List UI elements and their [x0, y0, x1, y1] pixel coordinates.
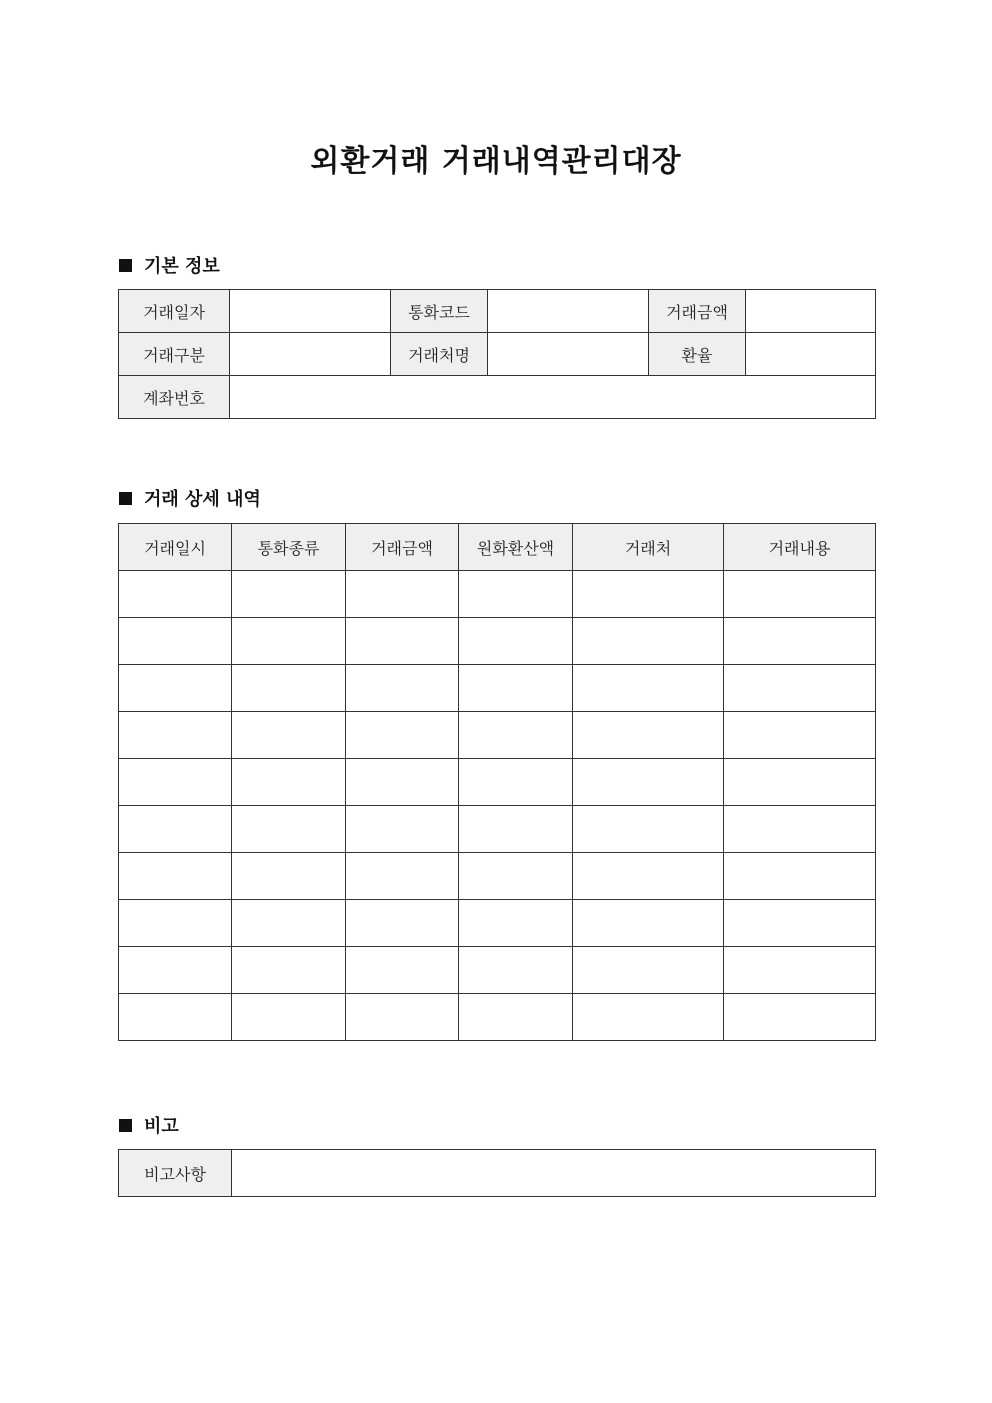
- table-row: [119, 759, 876, 806]
- notes-heading-text: 비고: [144, 1116, 179, 1137]
- table-cell[interactable]: [232, 806, 346, 853]
- table-cell[interactable]: [573, 853, 724, 900]
- table-cell[interactable]: [724, 759, 876, 806]
- table-cell[interactable]: [119, 853, 232, 900]
- table-cell[interactable]: [119, 947, 232, 994]
- table-cell[interactable]: [119, 900, 232, 947]
- table-cell[interactable]: [573, 712, 724, 759]
- table-cell[interactable]: [724, 806, 876, 853]
- square-bullet-icon: [119, 1119, 132, 1132]
- trade-amount-label: 거래금액: [649, 290, 746, 333]
- table-cell[interactable]: [724, 618, 876, 665]
- table-cell[interactable]: [346, 618, 459, 665]
- table-cell[interactable]: [724, 947, 876, 994]
- document-title: 외환거래 거래내역관리대장: [310, 144, 682, 179]
- table-cell[interactable]: [119, 759, 232, 806]
- table-cell[interactable]: [119, 994, 232, 1041]
- column-header-currency-type: 통화종류: [232, 524, 346, 571]
- table-cell[interactable]: [724, 900, 876, 947]
- table-row: [119, 571, 876, 618]
- currency-code-label: 통화코드: [391, 290, 488, 333]
- trade-amount-field[interactable]: [746, 290, 876, 333]
- details-table: [118, 523, 876, 1041]
- table-cell[interactable]: [459, 712, 573, 759]
- trade-type-label: 거래구분: [119, 333, 230, 376]
- table-cell[interactable]: [459, 665, 573, 712]
- table-row: [119, 618, 876, 665]
- table-cell[interactable]: [232, 900, 346, 947]
- table-cell[interactable]: [346, 759, 459, 806]
- table-cell[interactable]: [573, 759, 724, 806]
- basic-info-heading-text: 기본 정보: [144, 256, 220, 277]
- table-row: [119, 665, 876, 712]
- table-cell[interactable]: [119, 806, 232, 853]
- column-header-counterparty: 거래처: [573, 524, 724, 571]
- table-cell[interactable]: [724, 571, 876, 618]
- table-cell[interactable]: [573, 665, 724, 712]
- remarks-field[interactable]: [232, 1150, 876, 1197]
- table-cell[interactable]: [346, 665, 459, 712]
- basic-info-table: [118, 289, 876, 419]
- table-row: [119, 712, 876, 759]
- details-header-row: [119, 524, 876, 571]
- counterparty-name-label: 거래처명: [391, 333, 488, 376]
- table-cell[interactable]: [346, 994, 459, 1041]
- table-cell[interactable]: [573, 947, 724, 994]
- table-row: [119, 853, 876, 900]
- table-cell[interactable]: [724, 712, 876, 759]
- table-cell[interactable]: [232, 994, 346, 1041]
- table-cell[interactable]: [573, 571, 724, 618]
- table-cell[interactable]: [346, 900, 459, 947]
- remarks-label: 비고사항: [119, 1150, 232, 1197]
- table-cell[interactable]: [459, 806, 573, 853]
- details-heading: [119, 486, 261, 510]
- basic-info-row-1: [119, 290, 876, 333]
- column-header-description: 거래내용: [724, 524, 876, 571]
- notes-heading: [119, 1113, 179, 1137]
- table-cell[interactable]: [119, 618, 232, 665]
- trade-date-field[interactable]: [230, 290, 391, 333]
- table-cell[interactable]: [459, 947, 573, 994]
- table-cell[interactable]: [232, 947, 346, 994]
- basic-info-row-3: [119, 376, 876, 419]
- table-cell[interactable]: [346, 947, 459, 994]
- table-cell[interactable]: [573, 994, 724, 1041]
- account-number-label: 계좌번호: [119, 376, 230, 419]
- table-cell[interactable]: [459, 571, 573, 618]
- table-row: [119, 994, 876, 1041]
- table-cell[interactable]: [232, 618, 346, 665]
- table-cell[interactable]: [573, 618, 724, 665]
- column-header-trade-amount: 거래금액: [346, 524, 459, 571]
- table-cell[interactable]: [459, 900, 573, 947]
- table-cell[interactable]: [346, 571, 459, 618]
- table-cell[interactable]: [459, 994, 573, 1041]
- table-cell[interactable]: [232, 665, 346, 712]
- table-cell[interactable]: [459, 618, 573, 665]
- counterparty-name-field[interactable]: [488, 333, 649, 376]
- table-cell[interactable]: [232, 712, 346, 759]
- table-cell[interactable]: [232, 571, 346, 618]
- table-row: [119, 900, 876, 947]
- table-cell[interactable]: [346, 806, 459, 853]
- table-row: [119, 806, 876, 853]
- notes-row: [119, 1150, 876, 1197]
- table-cell[interactable]: [119, 571, 232, 618]
- exchange-rate-field[interactable]: [746, 333, 876, 376]
- trade-date-label: 거래일자: [119, 290, 230, 333]
- table-cell[interactable]: [232, 759, 346, 806]
- notes-table: [118, 1149, 876, 1197]
- table-cell[interactable]: [724, 665, 876, 712]
- basic-info-row-2: [119, 333, 876, 376]
- square-bullet-icon: [119, 259, 132, 272]
- table-cell[interactable]: [346, 712, 459, 759]
- table-cell[interactable]: [459, 853, 573, 900]
- exchange-rate-label: 환율: [649, 333, 746, 376]
- square-bullet-icon: [119, 492, 132, 505]
- table-cell[interactable]: [232, 853, 346, 900]
- table-cell[interactable]: [724, 853, 876, 900]
- trade-type-field[interactable]: [230, 333, 391, 376]
- column-header-krw-amount: 원화환산액: [459, 524, 573, 571]
- account-number-field[interactable]: [230, 376, 876, 419]
- table-cell[interactable]: [119, 665, 232, 712]
- basic-info-heading: [119, 253, 220, 277]
- table-cell[interactable]: [724, 994, 876, 1041]
- table-cell[interactable]: [459, 759, 573, 806]
- table-cell[interactable]: [573, 900, 724, 947]
- table-row: [119, 947, 876, 994]
- currency-code-field[interactable]: [488, 290, 649, 333]
- table-cell[interactable]: [346, 853, 459, 900]
- table-cell[interactable]: [573, 806, 724, 853]
- details-heading-text: 거래 상세 내역: [144, 489, 261, 510]
- details-table-body: [119, 571, 876, 1041]
- table-cell[interactable]: [119, 712, 232, 759]
- column-header-trade-datetime: 거래일시: [119, 524, 232, 571]
